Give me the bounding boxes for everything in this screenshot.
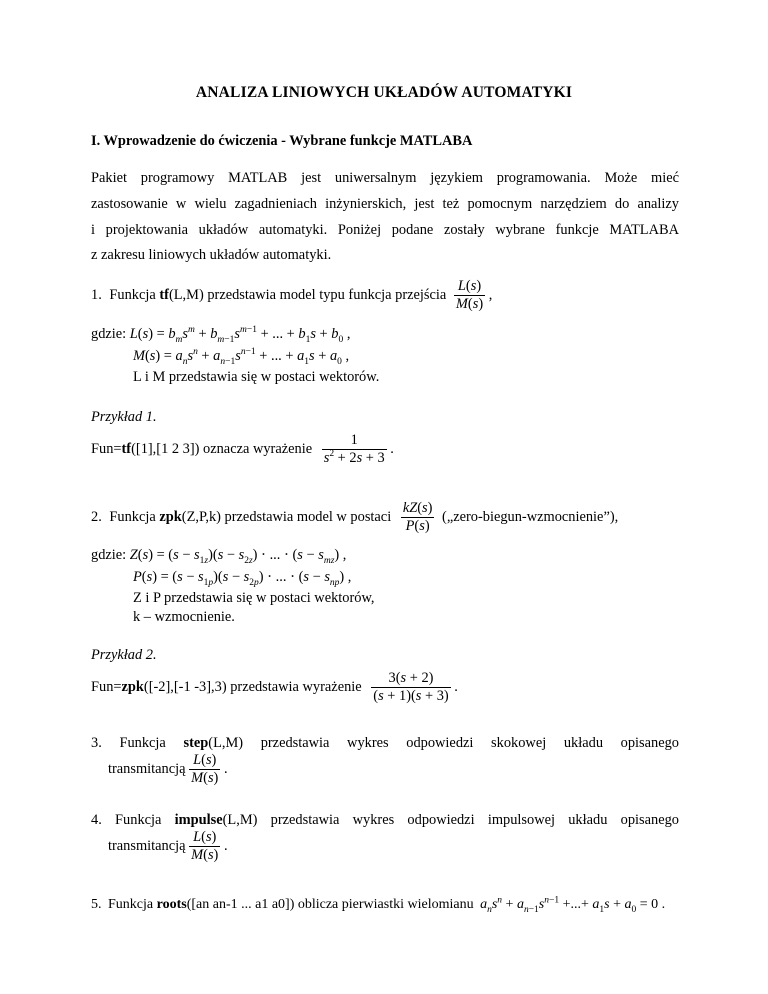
item-3-line-1 — [91, 735, 679, 752]
item-2-number: 2. — [91, 508, 102, 525]
item-3-fraction: $\frac{L(s)}{M(s)}$ — [191, 752, 219, 786]
item-4-line-1 — [91, 812, 679, 829]
example-1-fraction: $\frac{1}{s^2 + 2s + 3}$ — [323, 432, 385, 466]
item-3-transmitance: transmitancją — [108, 760, 186, 777]
item-2-fn: zpk — [159, 508, 182, 525]
example-2-pre: Fun= — [91, 678, 122, 695]
item-2-formula-P: $P(s) = (s - s_{1p})(s - s_{2p})$ ⋅ ... ⋅ $(s - s_{np})$ , — [133, 569, 352, 588]
item-5-fn: roots — [156, 897, 187, 912]
example-1-pre: Fun= — [91, 440, 122, 457]
item-1: 1. Funkcja tf(L,M) przedstawia model typu funkcja przejścia $\frac{L(s)}{M(s)}$ , — [91, 278, 493, 312]
page-title: ANALIZA LINIOWYCH UKŁADÓW AUTOMATYKI — [195, 84, 573, 101]
example-1-label: Przykład 1. — [91, 409, 157, 425]
item-1-number: 1. — [91, 286, 102, 303]
item-1-pre: Funkcja — [109, 286, 160, 303]
item-2-pre: Funkcja — [109, 508, 160, 525]
polynomial-formula: $a_ns^n + a_{n-1}s^{n-1}$ +...+ $a_1s + a_0 = 0$ . — [480, 895, 666, 915]
item-3-fn: step — [183, 735, 209, 751]
example-2: Fun=zpk([-2],[-1 -3],3) przedstawia wyrażenie $\frac{3(s + 2)}{(s + 1)(s + 3)}$ . — [91, 670, 458, 704]
item-4-transmitance: transmitancją — [108, 837, 186, 854]
item-2-note-1: Z i P przedstawia się w postaci wektorów, — [133, 590, 375, 606]
item-1-formula-M: $M(s) = a_ns^n + a_{n-1}s^{n-1}$ + ... + $a_1s + a_0$ , — [133, 347, 350, 367]
item-1-post: (L,M) przedstawia model typu funkcja przejścia — [168, 286, 447, 303]
intro-line-1: Pakiet programowy MATLAB jest uniwersalnym językiem programowania. Może mieć — [91, 170, 679, 186]
item-4-post: (L,M) przedstawia wykres odpowiedzi impulsowej układu opisanego — [222, 812, 679, 828]
example-2-fraction: $\frac{3(s + 2)}{(s + 1)(s + 3)}$ — [373, 670, 449, 704]
item-3-number: 3. — [91, 735, 102, 751]
example-1-fn: tf — [121, 440, 132, 457]
item-5-post: ([an an-1 ... a1 a0]) oblicza pierwiastki wielomianu — [186, 897, 474, 912]
example-2-post: ([-2],[-1 -3],3) przedstawia wyrażenie — [143, 678, 362, 695]
item-2-where: gdzie: — [91, 547, 127, 563]
item-4-fraction: $\frac{L(s)}{M(s)}$ — [191, 829, 219, 863]
item-5-number: 5. — [91, 897, 102, 912]
item-3-line-2: transmitancją $\frac{L(s)}{M(s)}$ . — [108, 752, 228, 786]
section-heading: I. Wprowadzenie do ćwiczenia - Wybrane funkcje MATLABA — [91, 133, 473, 149]
item-2 — [91, 500, 618, 535]
item-5 — [91, 897, 665, 913]
item-3-post: (L,M) przedstawia wykres odpowiedzi skokowej układu opisanego — [208, 735, 680, 751]
item-2-formula-Z: gdzie: $Z(s) = (s - s_{1z})(s - s_{2z})$ ⋅ ... ⋅ $(s - s_{mz})$ , — [91, 547, 347, 566]
item-5-pre: Funkcja — [108, 897, 157, 912]
item-4-number: 4. — [91, 812, 102, 828]
item-1-fn: tf — [159, 286, 169, 303]
example-2-fn: zpk — [121, 678, 144, 695]
item-1-where: gdzie: — [91, 326, 127, 342]
item-2-quote: („zero-biegun-wzmocnienie”), — [442, 508, 619, 525]
item-4-pre: Funkcja — [115, 812, 175, 828]
item-4-fn: impulse — [174, 812, 223, 828]
transfer-fraction-1: $\frac{L(s)}{M(s)}$ — [455, 278, 484, 312]
item-3-pre: Funkcja — [119, 735, 166, 751]
item-1-formula-L: gdzie: $L(s) = b_ms^m + b_{m-1}s^{m-1}$ + ... + $b_1s + b_0$ , — [91, 325, 351, 345]
example-2-label: Przykład 2. — [91, 647, 157, 663]
item-2-post: (Z,P,k) przedstawia model w postaci — [181, 508, 392, 525]
intro-line-2: zastosowanie w wielu zagadnieniach inżynierskich, jest też pomocnym narzędziem do analizy — [91, 196, 679, 212]
item-4-line-2: transmitancją $\frac{L(s)}{M(s)}$ . — [108, 829, 228, 863]
item-2-note-2: k – wzmocnienie. — [133, 609, 235, 625]
zpk-fraction: $\frac{kZ(s)}{P(s)}$ — [402, 500, 433, 534]
item-1-note: L i M przedstawia się w postaci wektorów. — [133, 369, 380, 385]
intro-line-4: z zakresu liniowych układów automatyki. — [91, 247, 332, 263]
example-1: Fun=tf([1],[1 2 3]) oznacza wyrażenie $\frac{1}{s^2 + 2s + 3}$ . — [91, 432, 394, 466]
example-1-post: ([1],[1 2 3]) oznacza wyrażenie — [131, 440, 313, 457]
intro-line-3: i projektowania układów automatyki. Poniżej podane zostały wybrane funkcje MATLABA — [91, 222, 679, 238]
